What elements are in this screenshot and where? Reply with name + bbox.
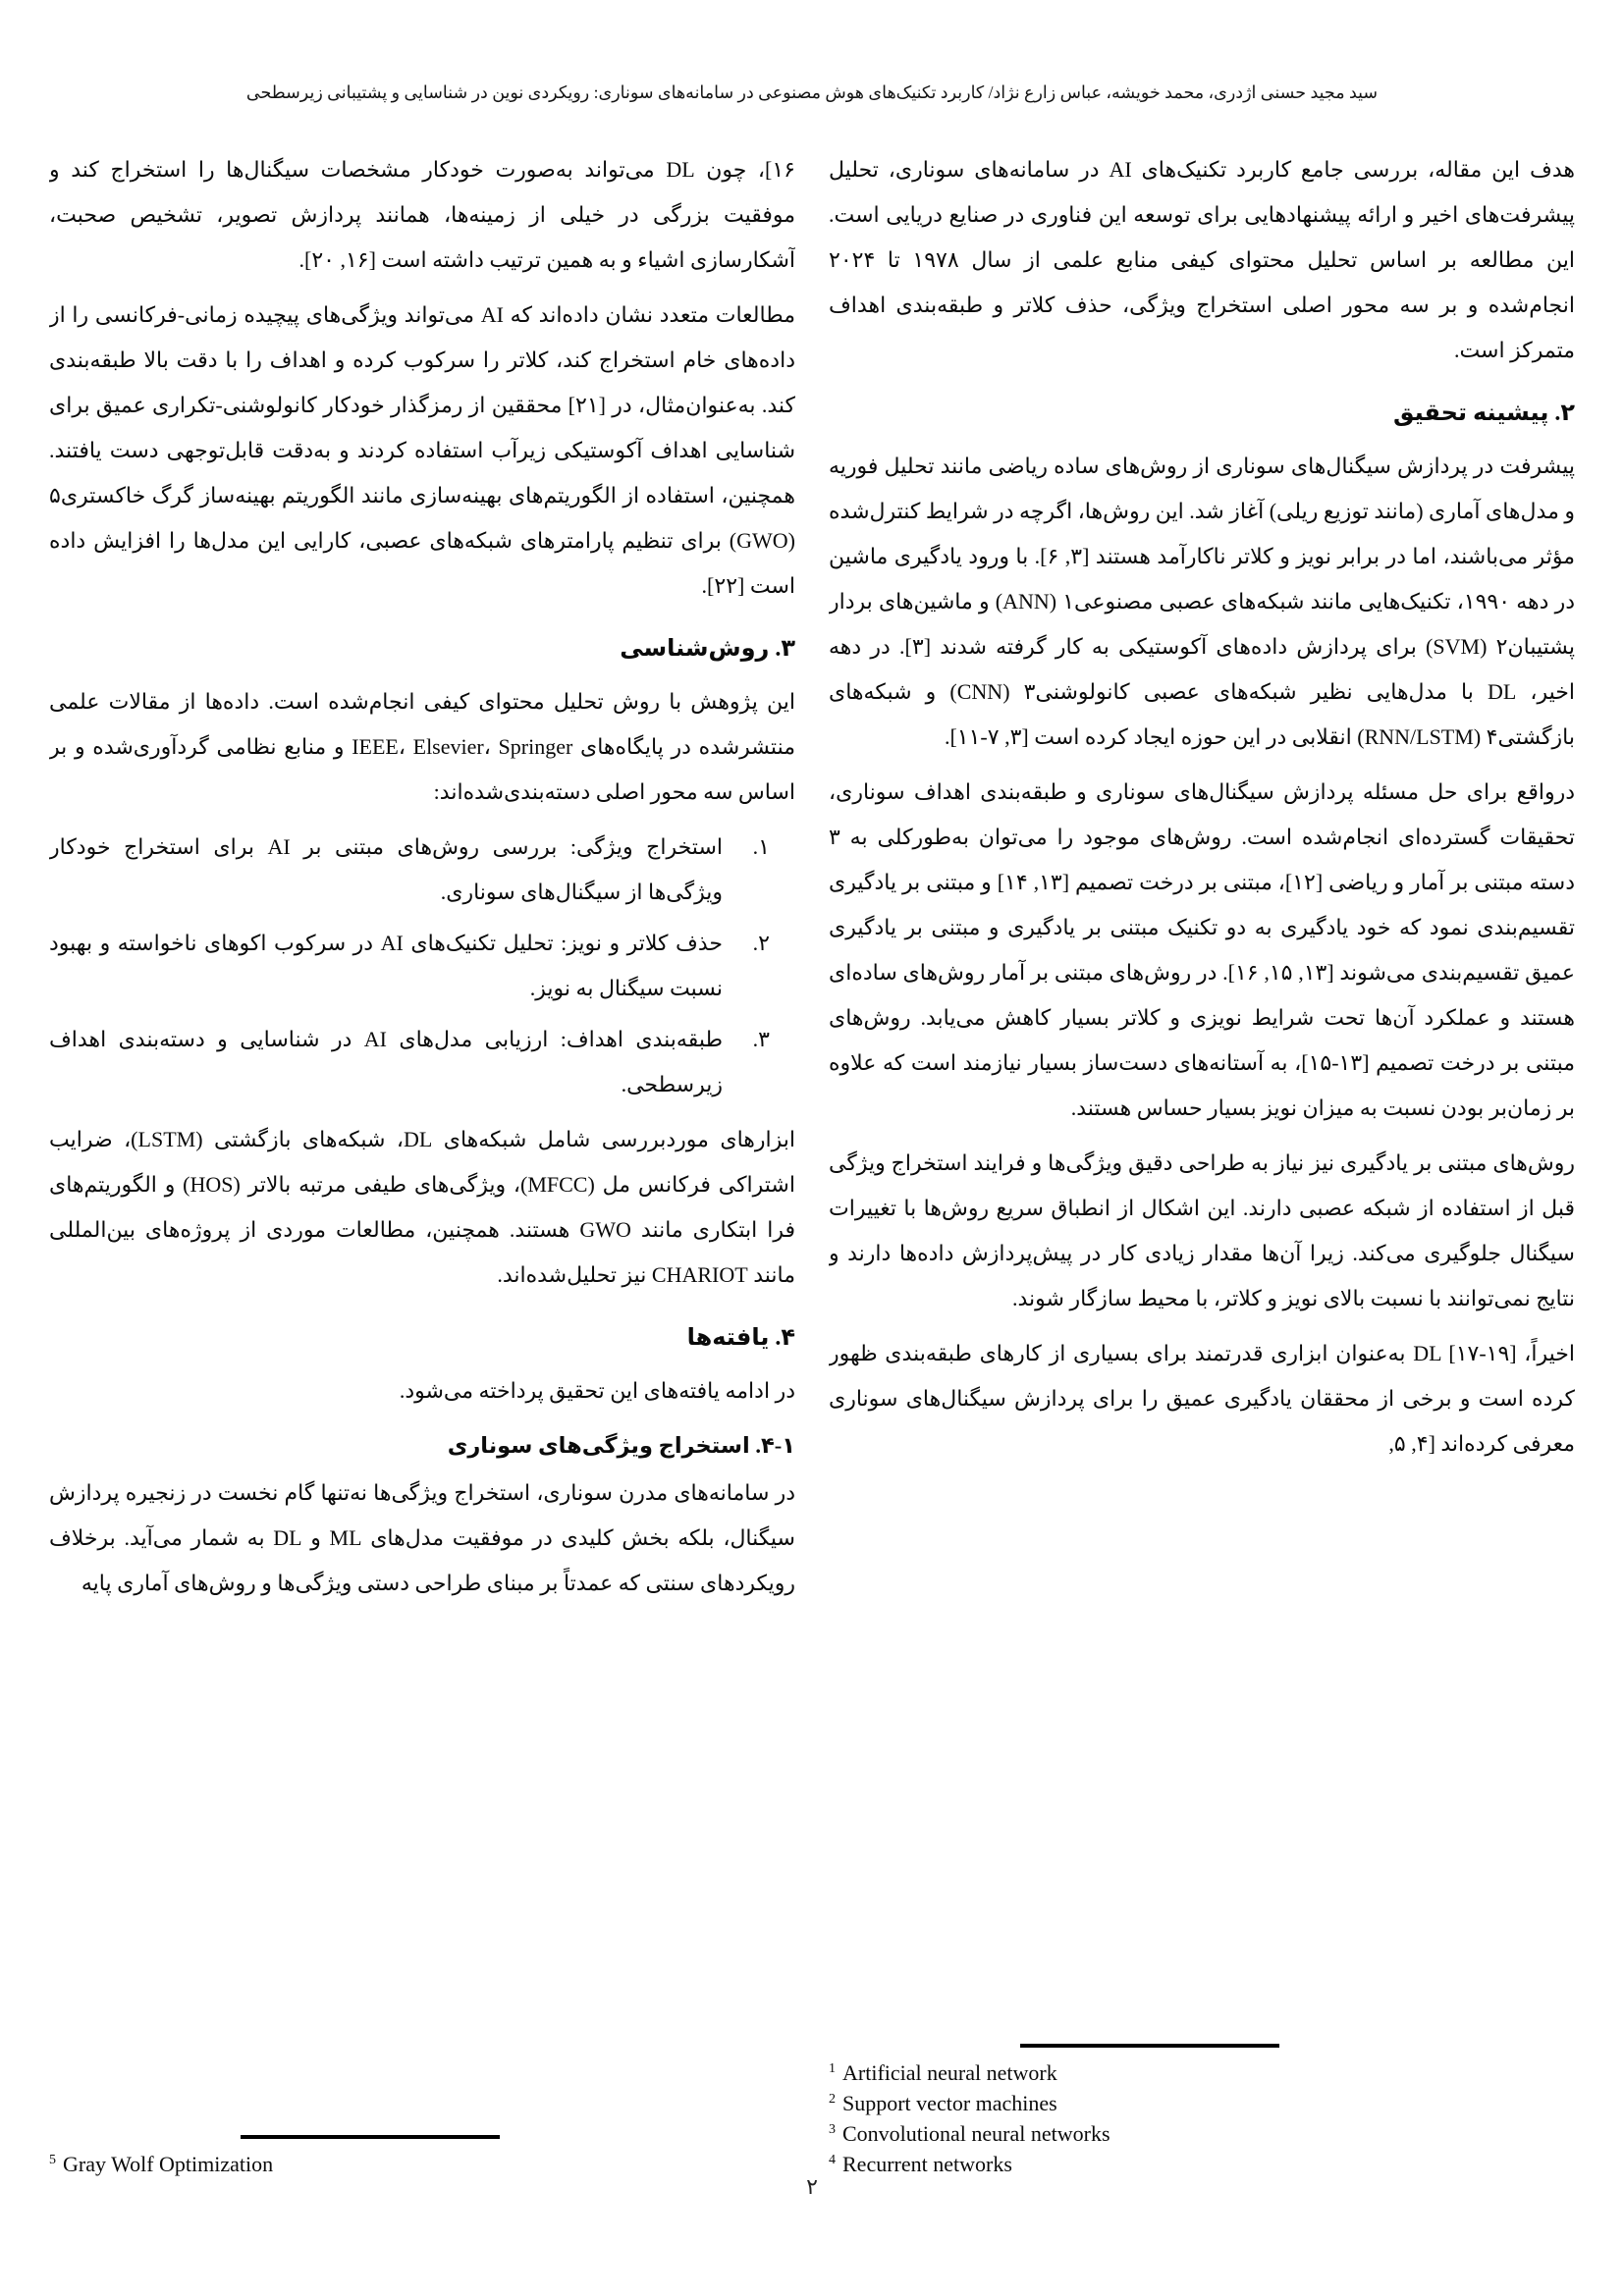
- section-heading-background: ۲. پیشینه تحقیق: [1392, 400, 1575, 426]
- footnote-number: 5: [49, 2152, 56, 2167]
- list-item: [49, 825, 770, 915]
- section-heading-findings: ۴. یافته‌ها: [686, 1325, 795, 1351]
- list-number: ۱.: [752, 834, 770, 859]
- paragraph: مطالعات متعدد نشان داده‌اند که AI می‌تواند ویژگی‌های پیچیده زمانی-فرکانسی را از داده‌های خام استخراج کند، کلاتر را سرکوب کرده و اهداف را با دقت بالا طبقه‌بندی کند. به‌عنوان‌مثال، در [۲۱] محققین از رمزگذار خودکار کانولوشنی-تکراری عمیق برای شناسایی اهداف آکوستیکی زیرآب استفاده کردند و به‌دقت قابل‌توجهی دست یافتند. همچنین، استفاده از الگوریتم‌های بهینه‌سازی مانند الگوریتم بهینه‌ساز گرگ خاکستری۵ (GWO) برای تنظیم پارامترهای شبکه‌های عصبی، کارایی این مدل‌ها را افزایش داده است [۲۲].: [49, 302, 795, 598]
- list-number: ۳.: [752, 1027, 770, 1051]
- numbered-list: [49, 825, 770, 1107]
- paragraph: پیشرفت در پردازش سیگنال‌های سوناری از روش‌های ساده ریاضی مانند تحلیل فوریه و مدل‌های آماری (مانند توزیع ریلی) آغاز شد. این روش‌ها، اگرچه در شرایط کنترل‌شده مؤثر می‌باشند، اما در برابر نویز و کلاتر ناکارآمد هستند [۳, ۶]. با ورود یادگیری ماشین در دهه ۱۹۹۰، تکنیک‌هایی مانند شبکه‌های عصبی مصنوعی۱ (ANN) و ماشین‌های بردار پشتیبان۲ (SVM) برای پردازش داده‌های آکوستیکی به کار گرفته شدند [۳]. در دهه اخیر، DL با مدل‌هایی نظیر شبکه‌های عصبی کانولوشنی۳ (CNN) و شبکه‌های بازگشتی۴ (RNN/LSTM) انقلابی در این حوزه ایجاد کرده است [۳, ۷-۱۱].: [829, 454, 1575, 749]
- footnotes-right: [829, 2036, 1575, 2179]
- paragraph: ۱۶]، چون DL می‌تواند به‌صورت خودکار مشخصات سیگنال‌ها را استخراج کند و موفقیت بزرگی در خیلی از زمینه‌ها، همانند پردازش تصویر، تشخیص صحبت، آشکارسازی اشیاء و به همین ترتیب داشته است [۱۶, ۲۰].: [49, 157, 795, 272]
- footnote-text: Recurrent networks: [842, 2152, 1012, 2176]
- paragraph: در ادامه یافته‌های این تحقیق پرداخته می‌شود.: [399, 1378, 795, 1403]
- footnote-text: Gray Wolf Optimization: [63, 2152, 274, 2176]
- footnote: [829, 2057, 1575, 2088]
- list-text: استخراج ویژگی: بررسی روش‌های مبتنی بر AI برای استخراج خودکار ویژگی‌ها از سیگنال‌های سوناری.: [49, 834, 723, 904]
- footnote: [829, 2118, 1575, 2149]
- list-text: حذف کلاتر و نویز: تحلیل تکنیک‌های AI در سرکوب اکوهای ناخواسته و بهبود نسبت سیگنال به نویز.: [49, 931, 723, 1000]
- footnote-text: Support vector machines: [842, 2091, 1057, 2115]
- paragraph: در سامانه‌های مدرن سوناری، استخراج ویژگی‌ها نه‌تنها گام نخست در زنجیره پردازش سیگنال، بلکه بخش کلیدی در موفقیت مدل‌های ML و DL به شمار می‌آید. برخلاف رویکردهای سنتی که عمدتاً بر مبنای طراحی دستی ویژگی‌ها و روش‌های آماری پایه: [49, 1480, 795, 1595]
- footnote-text: Artificial neural network: [842, 2060, 1057, 2085]
- paragraph: درواقع برای حل مسئله پردازش سیگنال‌های سوناری و طبقه‌بندی اهداف سوناری، تحقیقات گسترده‌ای انجام‌شده است. روش‌های موجود را می‌توان به‌طورکلی به ۳ دسته مبتنی بر آمار و ریاضی [۱۲]، مبتنی بر درخت تصمیم [۱۳, ۱۴] و مبتنی بر یادگیری تقسیم‌بندی نمود که خود یادگیری به دو تکنیک مبتنی بر یادگیری و مبتنی بر یادگیری عمیق تقسیم‌بندی می‌شوند [۱۳, ۱۵, ۱۶]. در روش‌های مبتنی بر آمار روش‌های ساده‌ای هستند و عملکرد آن‌ها تحت شرایط نویزی و کلاتر بسیار کاهش می‌یابد. روش‌های مبتنی بر درخت تصمیم [۱۳-۱۵]، به آستانه‌های دست‌ساز بسیار نیازمند است که علاوه بر زمان‌بر بودن نسبت به میزان نویز بسیار حساس هستند.: [829, 779, 1575, 1120]
- footnote-separator: [241, 2135, 500, 2139]
- footnote-number: 3: [829, 2121, 836, 2137]
- column-left: [49, 147, 795, 2179]
- paragraph: اخیراً، DL [۱۷-۱۹] به‌عنوان ابزاری قدرتمند برای بسیاری از کارهای طبقه‌بندی ظهور کرده است و برخی از محققان یادگیری عمیق را برای پردازش سیگنال‌های سوناری معرفی کرده‌اند [۴, ۵,: [829, 1341, 1575, 1456]
- footnote-number: 2: [829, 2091, 836, 2107]
- subsection-heading-feature-extraction: ۴-۱. استخراج ویژگی‌های سوناری: [447, 1433, 795, 1458]
- footnote: [829, 2088, 1575, 2118]
- footnote-separator: [1020, 2044, 1279, 2048]
- footnote-number: 1: [829, 2060, 836, 2076]
- list-item: [49, 1017, 770, 1107]
- paragraph: ابزارهای موردبررسی شامل شبکه‌های DL، شبکه‌های بازگشتی (LSTM)، ضرایب اشتراکی فرکانس مل (MFCC)، ویژگی‌های طیفی مرتبه بالاتر (HOS) و الگوریتم‌های فرا ابتکاری مانند GWO هستند. همچنین، مطالعات موردی از پروژه‌های بین‌المللی مانند CHARIOT نیز تحلیل‌شده‌اند.: [49, 1127, 795, 1287]
- paragraph: روش‌های مبتنی بر یادگیری نیز نیاز به طراحی دقیق ویژگی‌ها و فرایند استخراج ویژگی قبل از استفاده از شبکه عصبی دارند. این اشکال از انطباق سریع روش‌ها با تغییرات سیگنال جلوگیری می‌کند. زیرا آن‌ها مقدار زیادی کار در پیش‌پردازش داده‌ها دارند و نتایج نمی‌توانند با نسبت بالای نویز و کلاتر، با محیط سازگار شوند.: [829, 1150, 1575, 1310]
- list-text: طبقه‌بندی اهداف: ارزیابی مدل‌های AI در شناسایی و دسته‌بندی اهداف زیرسطحی.: [49, 1027, 723, 1096]
- two-column-body: [49, 147, 1575, 2179]
- paragraph: هدف این مقاله، بررسی جامع کاربرد تکنیک‌های AI در سامانه‌های سوناری، تحلیل پیشرفت‌های اخیر و ارائه پیشنهادهایی برای توسعه این فناوری در صنایع دریایی است. این مطالعه بر اساس تحلیل محتوای کیفی منابع علمی از سال ۱۹۷۸ تا ۲۰۲۴ انجام‌شده و بر سه محور اصلی استخراج ویژگی، حذف کلاتر و طبقه‌بندی اهداف متمرکز است.: [829, 157, 1575, 362]
- footnote-number: 4: [829, 2152, 836, 2167]
- paragraph: این پژوهش با روش تحلیل محتوای کیفی انجام‌شده است. داده‌ها از مقالات علمی منتشرشده در پایگاه‌های IEEE، Elsevier، Springer و منابع نظامی گردآوری‌شده و بر اساس سه محور اصلی دسته‌بندی‌شده‌اند:: [49, 689, 795, 804]
- running-head: سید مجید حسنی اژدری، محمد خویشه، عباس زارع نژاد/ کاربرد تکنیک‌های هوش مصنوعی در سامانه‌های سوناری: رویکردی نوین در شناسایی و پشتیبانی زیرسطحی: [245, 82, 1379, 102]
- column-right: [829, 147, 1575, 2179]
- list-number: ۲.: [752, 931, 770, 955]
- page-number: ۲: [806, 2174, 818, 2199]
- footnotes-left: [49, 2127, 795, 2179]
- list-item: [49, 921, 770, 1011]
- section-heading-methodology: ۳. روش‌شناسی: [620, 636, 795, 662]
- footnote-text: Convolutional neural networks: [842, 2121, 1110, 2146]
